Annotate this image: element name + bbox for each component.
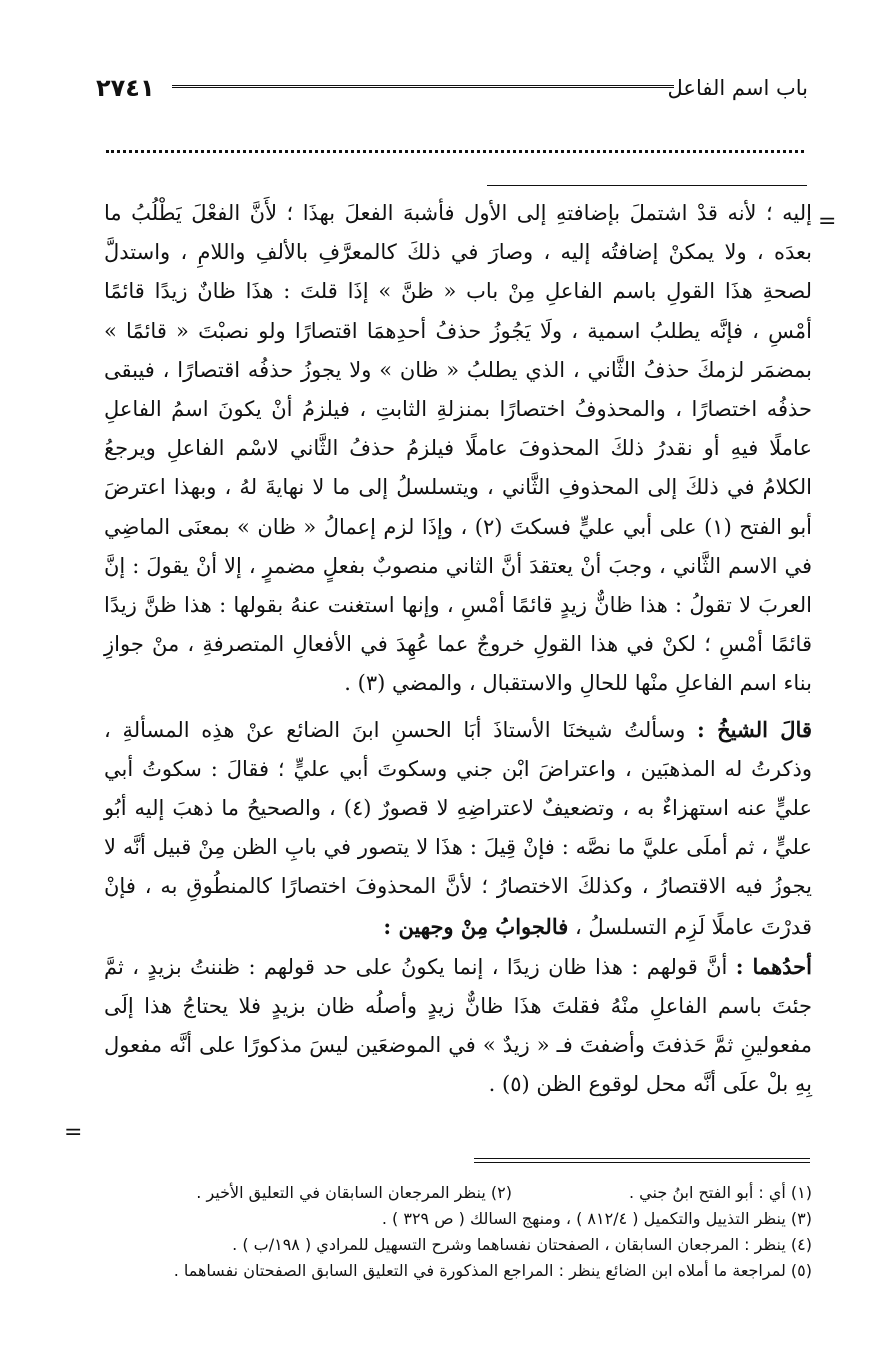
text-line: الثَّاني ، ويتسلسلُ إلى ما لا نهايةَ لهُ ، وبهذا اعترضَ أبو الفتح (١) على أبي عليٍّ xyxy=(104,475,813,539)
text-line: القولِ باسم الفاعلِ مِنْ باب « ظنَّ » إذَا قلتَ : هذَا ظانٌ زيدًا قائمًا أمْسِ ، فإنَّه يطلبُ xyxy=(104,279,812,343)
text-line: لا يجوزُ فيه الاقتصارُ ، وكذلكَ الاختصارُ ؛ لأنَّ المحذوفَ اختصارًا كالمنطُوقِ به ، xyxy=(104,835,812,899)
paragraph-lead: أحدُهما : xyxy=(735,953,812,979)
text-line: بِهِ بلْ علَى أنَّه محل لوقوع الظن (٥) . xyxy=(488,1072,812,1097)
text-line: فإنْ قدرْتَ عاملًا لَزِم التسلسلُ ، xyxy=(104,874,812,939)
footnote-4: (٤) ينظر : المرجعان السابقان ، الصفحتان نفساهما وشرح التسهيل للمرادي ( ١٩٨/ب ) . xyxy=(232,1235,812,1254)
answer-heading: فالجوابُ مِنْ وجهين : xyxy=(383,913,569,939)
running-header xyxy=(96,72,808,108)
text-line: ولا يمكنْ إضافتُه إليه ، وصارَ في ذلكَ كالمعرَّفِ بالألفِ واللامِ ، واستدلَّ لصحةِ هذَا xyxy=(104,240,812,304)
paragraph-3 xyxy=(104,947,812,1105)
footnote-5: (٥) لمراجعة ما أملاه ابن الضائع ينظر : المراجع المذكورة في التعليق السابق الصفحتان نفساهما . xyxy=(173,1261,812,1280)
text-line: المحذوفَ عاملًا فيلزمُ حذفُ الثَّاني لاسْم الفاعلِ ويرجعُ الكلامُ في ذلكَ إلى المحذوفِ xyxy=(104,436,812,500)
continuation-mark: = xyxy=(818,209,837,234)
text-line: قائمًا أمْسِ ، وإنها استغنت عنهُ بقولها : هذا ظنَّ زيدًا قائمًا أمْسِ ؛ لكنْ في هذا القولِ xyxy=(104,593,812,657)
paragraph-lead: قالَ الشيخُ : xyxy=(697,716,812,742)
text-line: فسكتَ (٢) ، وإذَا لزم إعمالُ « ظان » بمعنَى الماضِي في الاسم الثَّاني ، وجبَ أنْ يعتقدَ xyxy=(104,514,812,578)
footnote-1: (١) أي : أبو الفتح ابنُ جني . xyxy=(629,1183,812,1202)
text-line: الثَّاني ، الذي يطلبُ « ظان » ولا يجوزُ حذفُه اقتصارًا ، فيبقى حذفُه اختصارًا ، xyxy=(104,357,812,422)
text-line: أبُو عليٍّ ، ثم أملَى عليَّ ما نصَّه : فإنْ قِيلَ : هذَا لا يتصور في بابِ الظن مِنْ قبيل أنَّه xyxy=(104,796,812,860)
text-line: أنَّ الثاني منصوبٌ بفعلٍ مضمرٍ ، إلا أنْ يقولَ : إنَّ العربَ لا تقولُ : هذا ظانٌّ زيدٍ xyxy=(104,553,813,618)
text-line: والمحذوفُ اختصارًا بمنزلةِ الثابتِ ، فيلزمُ أنْ يكونَ اسمُ الفاعلِ عاملًا فيهِ أو نقدرُ ذلكَ xyxy=(104,397,812,461)
paragraph-2 xyxy=(104,710,812,947)
text-line: أنَّ قولهم : هذا ظان زيدًا ، إنما يكونُ على حد قولهم : ظننتُ بزيدٍ ، xyxy=(132,954,728,979)
footnote-2: (٢) ينظر المرجعان السابقان في التعليق الأخير . xyxy=(196,1183,512,1202)
text-line: وسألتُ شيخنَا الأستاذَ أبَا الحسنِ ابنَ الضائع عنْ هذِه المسألةِ ، xyxy=(104,717,686,742)
chapter-title: باب اسم الفاعل xyxy=(667,76,808,100)
main-text xyxy=(104,194,812,1105)
continuation-rule xyxy=(487,185,807,186)
footnotes xyxy=(104,1180,812,1284)
text-line: أبي عليٍّ عنه استهزاءٌ به ، وتضعيفٌ لاعتراضِهِ لا قصورٌ (٤) ، والصحيحُ ما ذهبَ إليه xyxy=(104,756,812,821)
dotted-separator xyxy=(106,150,804,153)
text-line: خروجٌ عما عُهِدَ في الأفعالِ المتصرفةِ ، منْ جوازِ بناء اسم الفاعلِ منْها للحالِ xyxy=(104,632,812,696)
footnote-3: (٣) ينظر التذييل والتكميل ( ٨١٢/٤ ) ، ومنهج السالك ( ص ٣٢٩ ) . xyxy=(381,1209,812,1228)
footnote-row xyxy=(104,1180,812,1206)
text-line: مفعولينِ ثمَّ حَذفتَ وأضفتَ فـ « زيدٌ » في الموضعَين ليسَ مذكورًا على أنَّه مفعول xyxy=(104,1033,812,1058)
paragraph-1 xyxy=(104,194,812,704)
text-line: والاستقبال ، والمضي (٣) . xyxy=(344,671,573,696)
text-line: ثمَّ جئتَ باسم الفاعلِ منْهُ فقلتَ هذَا ظانٌّ زيدٍ وأصلُه ظان بزيدٍ فلا يحتاجُ هذا إلَى xyxy=(104,954,812,1019)
text-line: اسمية ، ولَا يَجُوزُ حذفُ أحدِهمَا اقتصارًا ولو نصبْتَ « قائمًا » بمضمَر لزمكَ حذفُ xyxy=(104,318,812,382)
page-number: ٢٧٤١ xyxy=(96,74,155,102)
side-continuation-mark: = xyxy=(64,1120,83,1145)
footnote-separator xyxy=(474,1158,810,1163)
text-line: وذكرتُ له المذهبَين ، واعتراضَ ابْن جني وسكوتَ أبي عليٍّ ؛ فقالَ : سكوتُ xyxy=(142,756,812,781)
header-rule xyxy=(172,85,674,88)
text-line: إليه ؛ لأنه قدْ اشتملَ بإضافتهِ إلى الأول فأشبهَ الفعلَ بهذَا ؛ لأَنَّ الفعْلَ يَطْلُبُ ما بعدَه ، xyxy=(104,201,812,265)
